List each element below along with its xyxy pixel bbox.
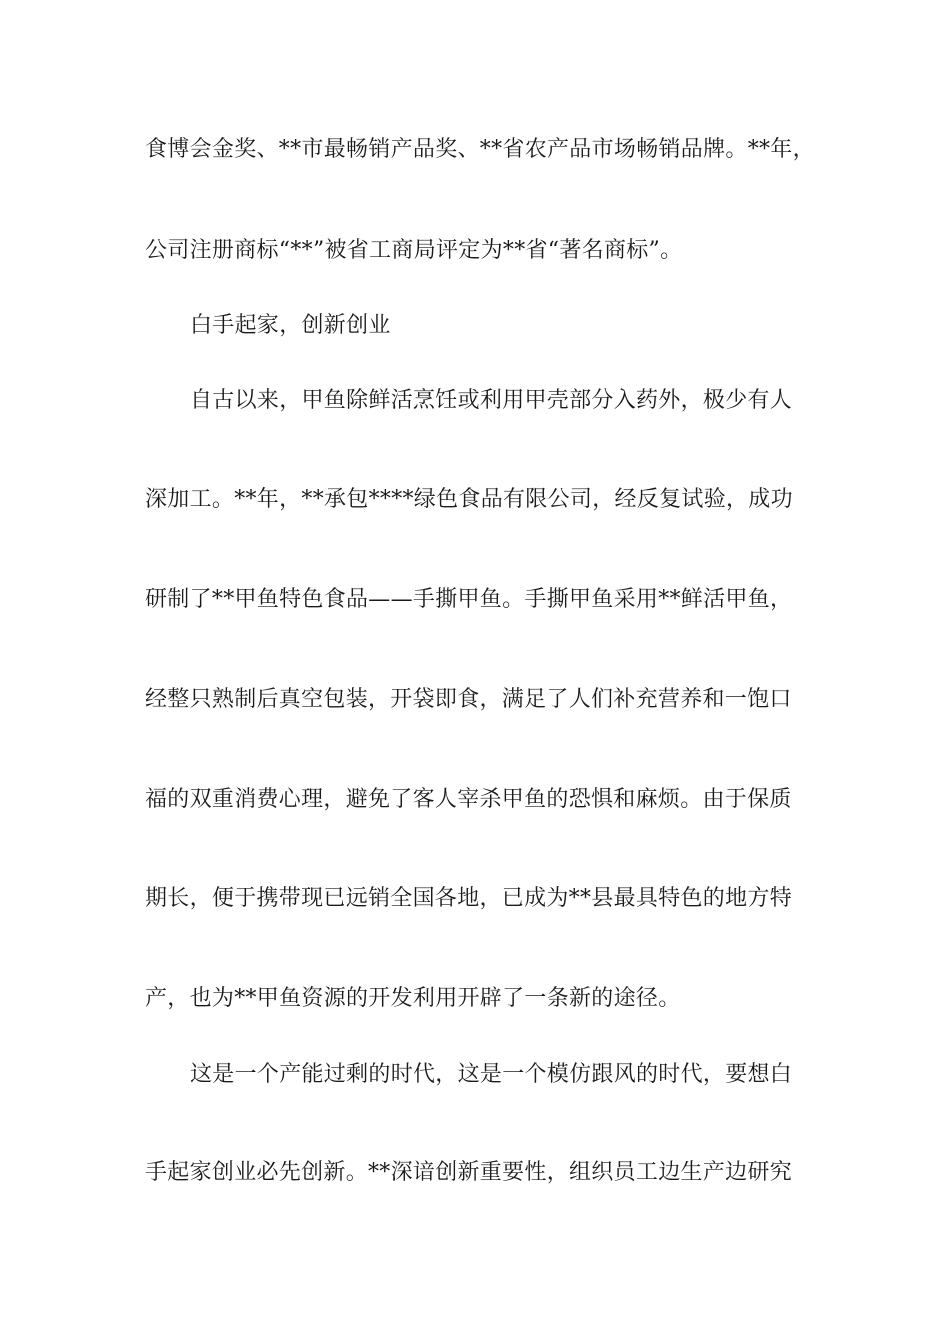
text-line: 深加工。**年，**承包****绿色食品有限公司，经反复试验，成功 [145,487,793,512]
text-line: 经整只熟制后真空包装，开袋即食，满足了人们补充营养和一饱口 [145,687,792,712]
text-line: 食博会金奖、**市最畅销产品奖、**省农产品市场畅销品牌。**年， [145,137,815,162]
section-heading: 白手起家，创新创业 [190,313,391,338]
text-line: 产，也为**甲鱼资源的开发利用开辟了一条新的途径。 [145,986,681,1011]
text-line: 手起家创业必先创新。**深谙创新重要性，组织员工边生产边研究 [145,1160,793,1185]
text-line: 公司注册商标“**”被省工商局评定为**省“著名商标”。 [145,238,683,263]
text-line: 期长，便于携带现已远销全国各地，已成为**县最具特色的地方特 [145,886,793,911]
paragraph-first-line: 这是一个产能过剩的时代，这是一个模仿跟风的时代，要想白 [190,1062,793,1087]
text-line: 福的双重消费心理，避免了客人宰杀甲鱼的恐惧和麻烦。由于保质 [145,787,792,812]
text-line: 研制了**甲鱼特色食品——手撕甲鱼。手撕甲鱼采用**鲜活甲鱼， [145,587,793,612]
paragraph-first-line: 自古以来，甲鱼除鲜活烹饪或利用甲壳部分入药外，极少有人 [190,388,793,413]
